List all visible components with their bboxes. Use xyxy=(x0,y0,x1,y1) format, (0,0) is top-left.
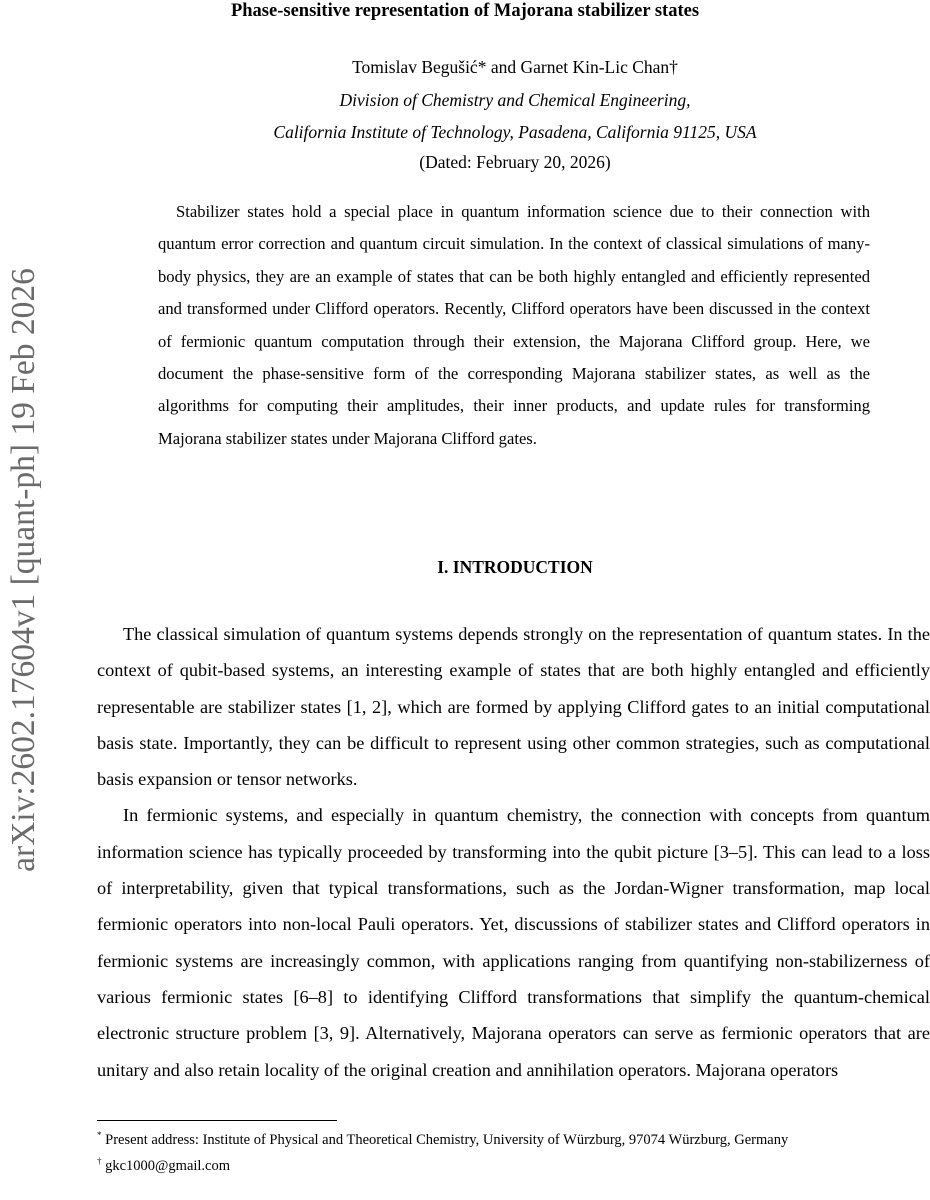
footnote xyxy=(97,1153,930,1179)
abstract xyxy=(158,196,870,455)
date-line: (Dated: February 20, 2026) xyxy=(419,152,611,172)
arxiv-identifier: arXiv:2602.17604v1 [quant-ph] 19 Feb 2026 xyxy=(5,268,42,872)
footnote-divider xyxy=(97,1120,337,1121)
footnote-email: gkc1000@gmail.com xyxy=(105,1158,231,1174)
footnote-mark: * xyxy=(97,1130,102,1141)
arxiv-sidebar xyxy=(2,0,46,1200)
abstract-text: Stabilizer states hold a special place in quantum information science due to their connection with quantum error correction and quantum circuit simulation. In the context of classical simulations of many-body physics, they are an example of states that can be both highly entangled and efficiently represented and transformed under Clifford operators. Recently, Clifford operators have been discussed in the context of fermionic quantum computation through their extension, the Majorana Clifford group. Here, we document the phase-sensitive form of the corresponding Majorana stabilizer states, as well as the algorithms for computing their amplitudes, their inner products, and update rules for transforming Majorana stabilizer states under Majorana Clifford gates. xyxy=(158,202,870,448)
paragraph: The classical simulation of quantum systems depends strongly on the representation of quantum states. In the context of qubit-based systems, an interesting example of states that are both highly entangled and efficiently representable are stabilizer states [1, 2], which are formed by applying Clifford gates to an initial computational basis state. Importantly, they can be difficult to represent using other common strategies, such as computational basis expansion or tensor networks. xyxy=(97,624,930,790)
footnote-mark: † xyxy=(97,1156,102,1167)
section-heading: I. INTRODUCTION xyxy=(437,557,593,577)
paper-title: Phase-sensitive representation of Majorana stabilizer states xyxy=(230,1,700,21)
paragraph: In fermionic systems, and especially in quantum chemistry, the connection with concepts from quantum information science has typically proceeded by transforming into the qubit picture [3–5]. This can lead to a loss of interpretability, given that typical transformations, such as the Jordan-Wigner transformation, map local fermionic operators into non-local Pauli operators. Yet, discussions of stabilizer states and Clifford operators in fermionic systems are increasingly common, with applications ranging from quantifying non-stabilizerness of various fermionic states [6–8] to identifying Clifford transformations that simplify the quantum-chemical electronic structure problem [3, 9]. Alternatively, Majorana operators can serve as fermionic operators that are unitary and also retain locality of the original creation and annihilation operators. Majorana operators xyxy=(97,805,930,1080)
author-line: Tomislav Begušić* and Garnet Kin-Lic Chan† xyxy=(352,57,678,77)
affiliation-department: Division of Chemistry and Chemical Engineering, xyxy=(339,90,691,110)
footnotes xyxy=(97,1127,930,1179)
affiliation-institution: California Institute of Technology, Pasadena, California 91125, USA xyxy=(273,122,757,142)
introduction-body xyxy=(97,616,930,1088)
footnote xyxy=(97,1127,930,1153)
footnote-text: Present address: Institute of Physical and Theoretical Chemistry, University of Würzburg, 97074 Würzburg, Germany xyxy=(105,1132,789,1148)
